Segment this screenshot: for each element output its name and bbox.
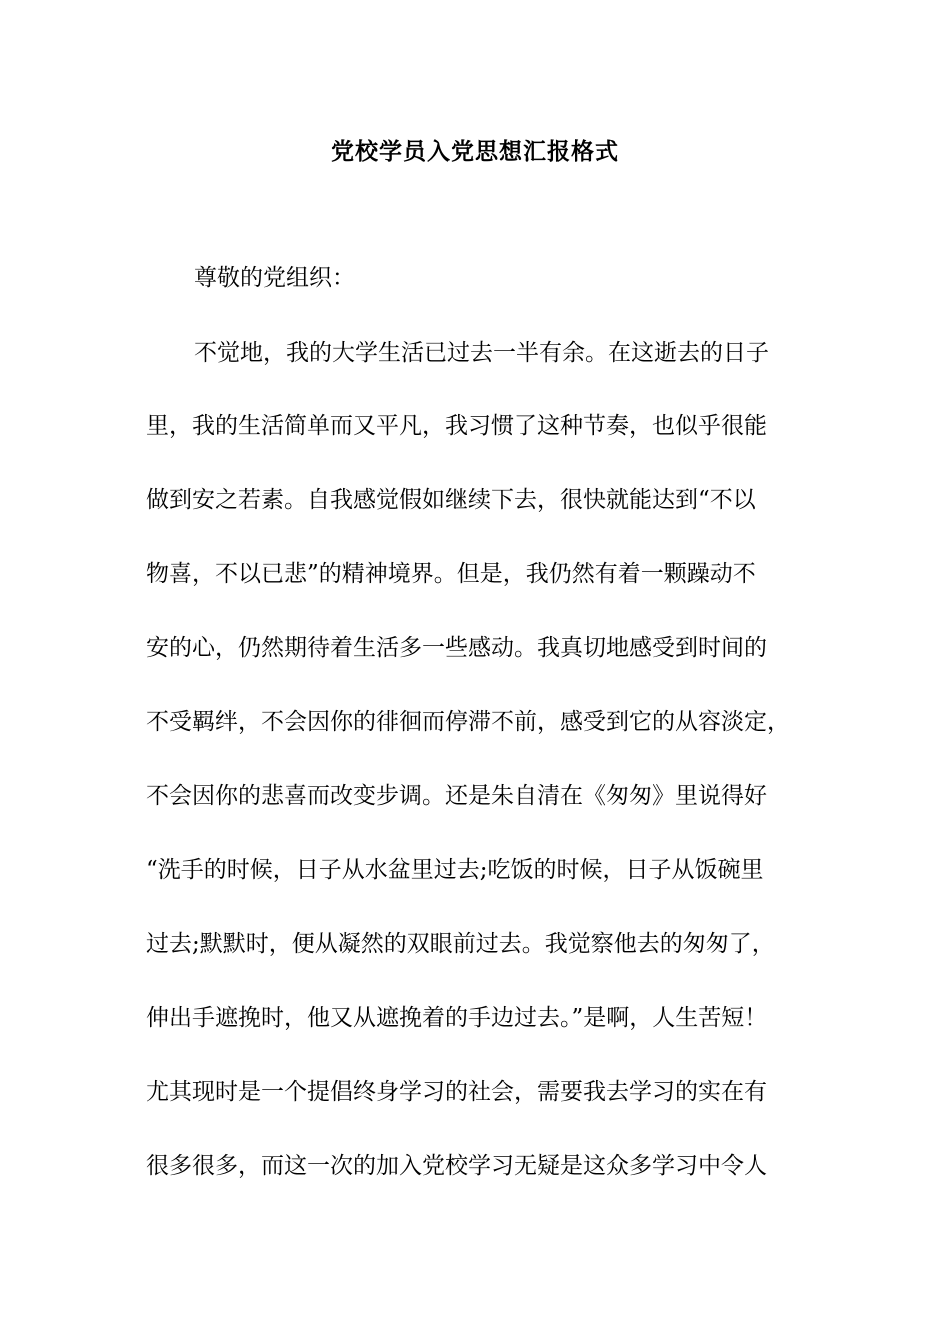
- body-line: 伸出手遮挽时，他又从遮挽着的手边过去。”是啊，人生苦短！: [146, 1005, 768, 1031]
- body-line: 过去;默默时，便从凝然的双眼前过去。我觉察他去的匆匆了，: [146, 931, 775, 957]
- salutation: 尊敬的党组织：: [194, 265, 355, 291]
- body-line: 物喜，不以已悲”的精神境界。但是，我仍然有着一颗躁动不: [146, 561, 756, 587]
- body-line: 尤其现时是一个提倡终身学习的社会，需要我去学习的实在有: [146, 1079, 767, 1105]
- body-line: 里，我的生活简单而又平凡，我习惯了这种节奏，也似乎很能: [146, 413, 767, 439]
- body-line: 不觉地，我的大学生活已过去一半有余。在这逝去的日子: [194, 340, 769, 366]
- body-line: 安的心，仍然期待着生活多一些感动。我真切地感受到时间的: [146, 635, 767, 661]
- body-line: 做到安之若素。自我感觉假如继续下去，很快就能达到“不以: [146, 487, 756, 513]
- body-line: 不受羁绊，不会因你的徘徊而停滞不前，感受到它的从容淡定，: [146, 709, 790, 735]
- body-line: 不会因你的悲喜而改变步调。还是朱自清在《匆匆》里说得好: [146, 783, 767, 809]
- body-line: 很多很多，而这一次的加入党校学习无疑是这众多学习中令人: [146, 1153, 767, 1179]
- document-title: 党校学员入党思想汇报格式: [331, 138, 619, 165]
- body-line: “洗手的时候，日子从水盆里过去;吃饭的时候，日子从饭碗里: [146, 857, 764, 883]
